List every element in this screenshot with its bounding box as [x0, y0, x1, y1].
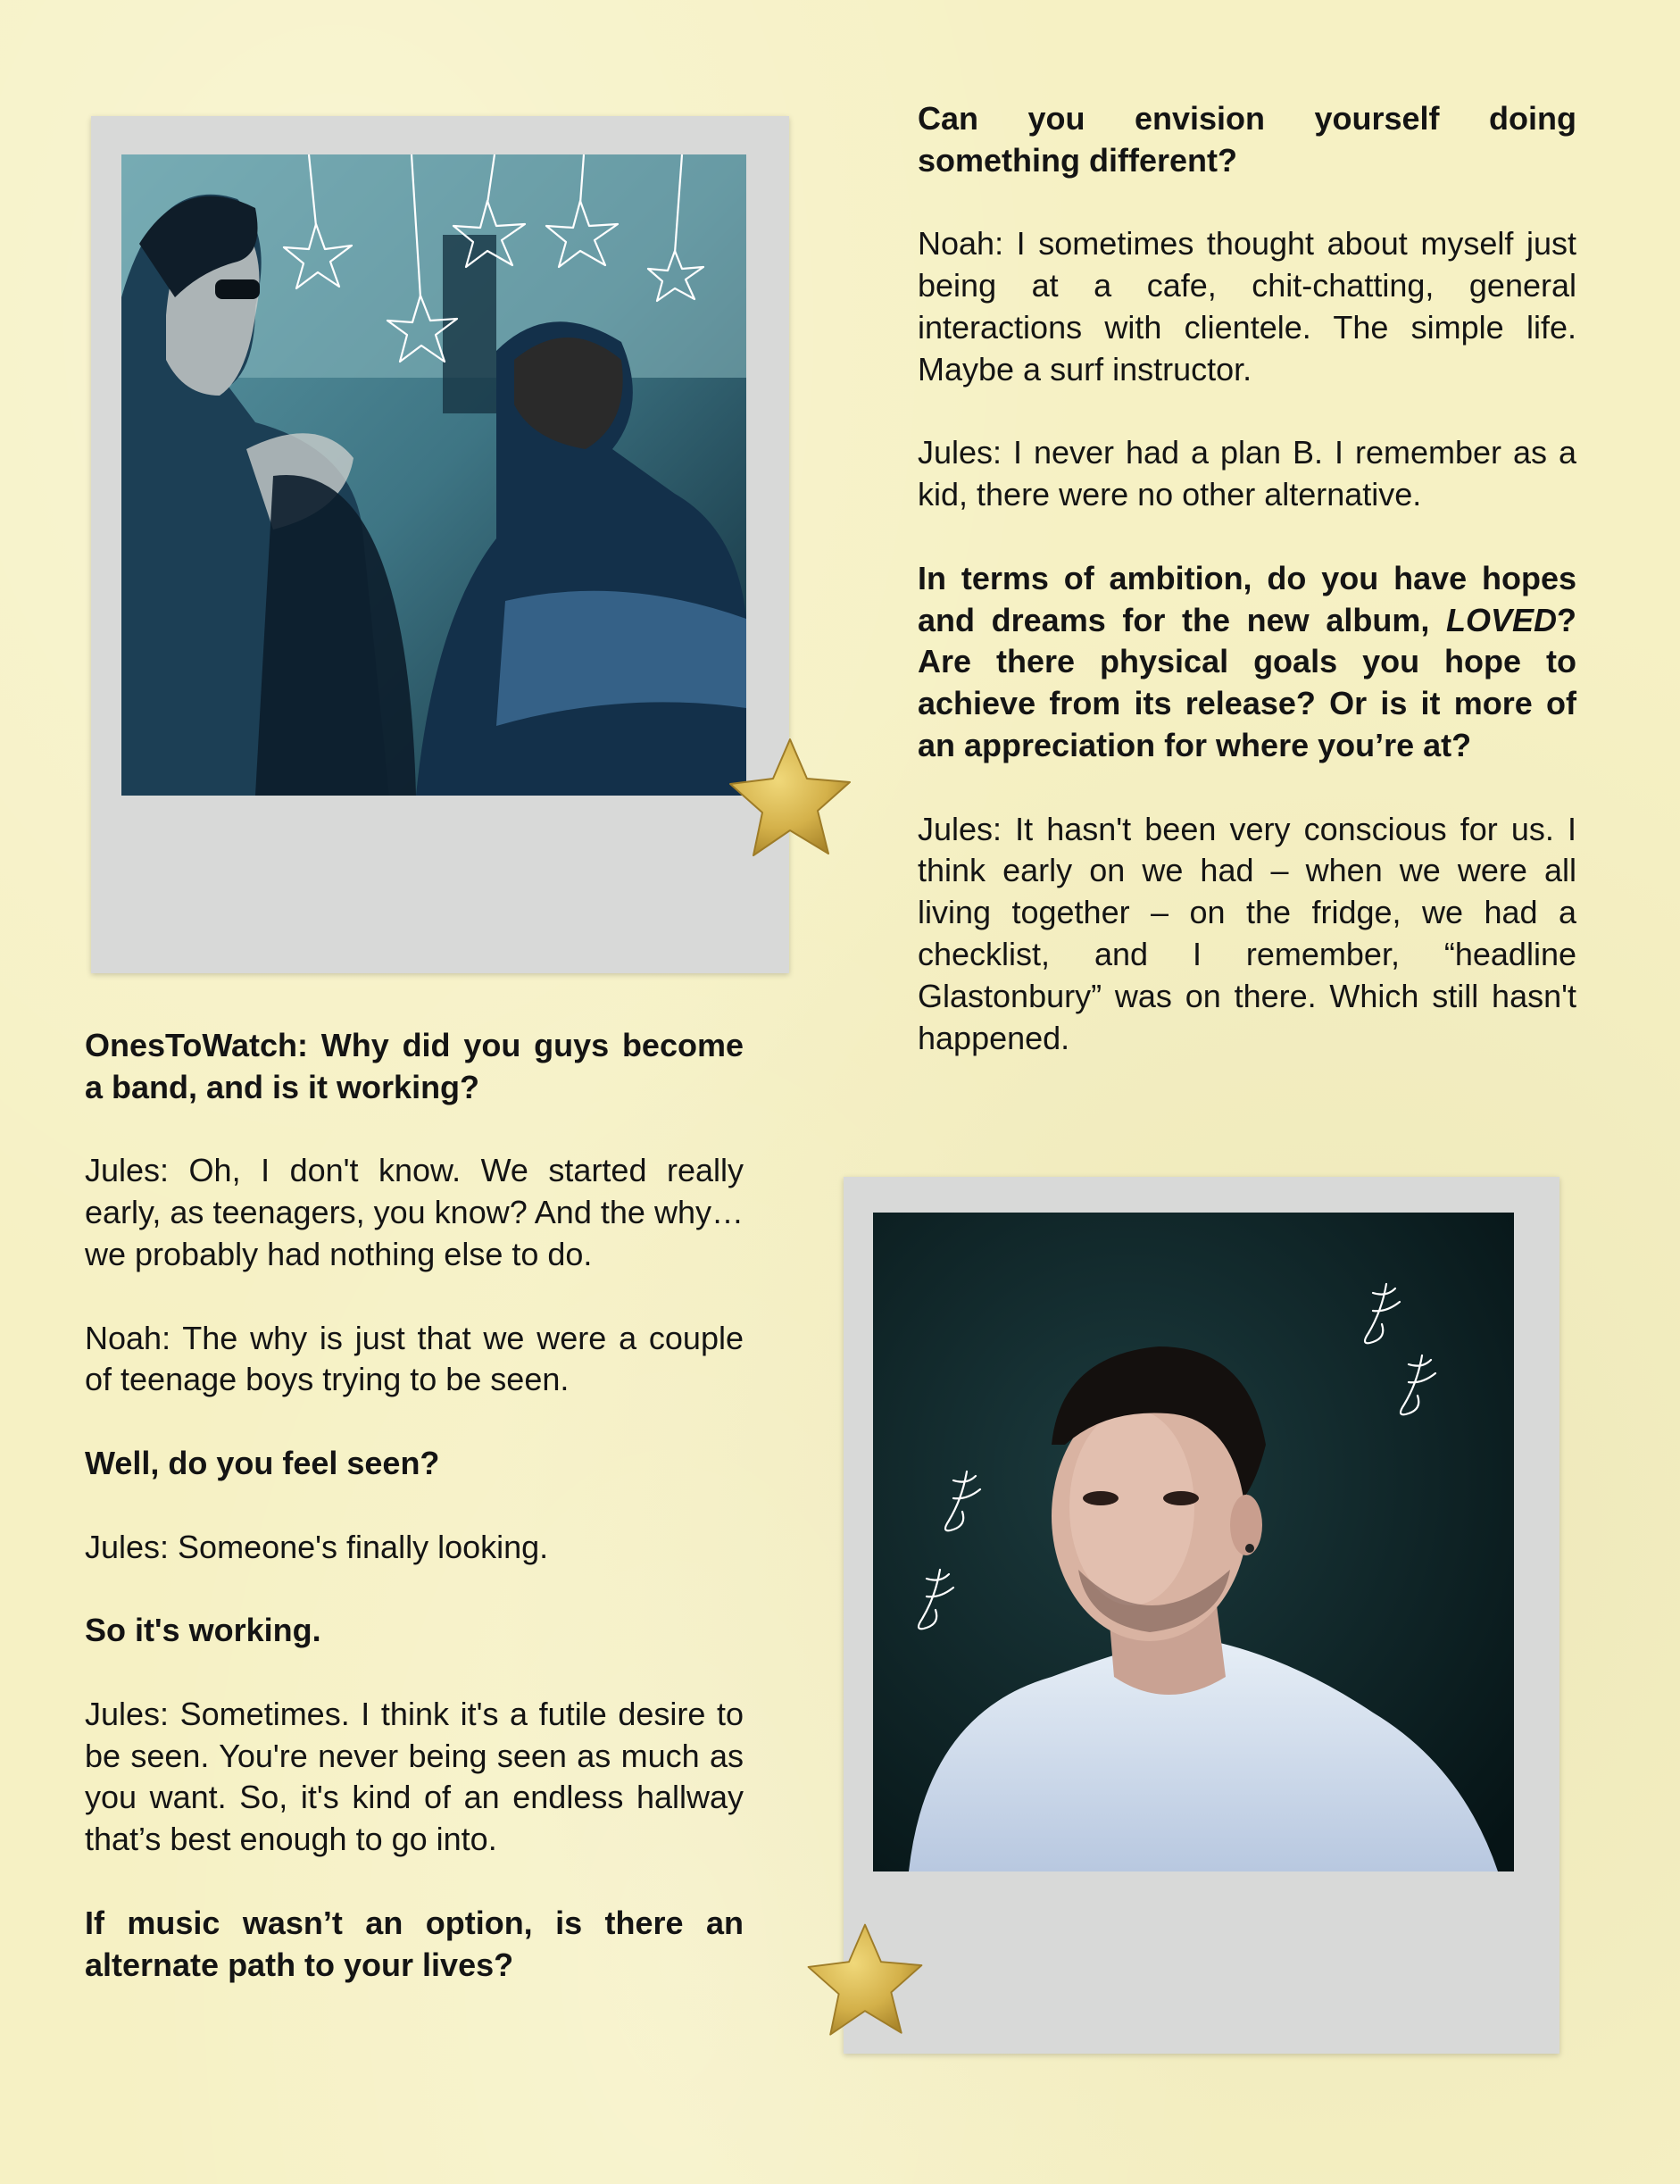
- gold-star-sticker-icon: [802, 1918, 928, 2045]
- left-column-text: [85, 1025, 744, 1986]
- answer-noah-seen: Noah: The why is just that we were a couple of teenage boys trying to be seen.: [85, 1319, 744, 1398]
- answer-jules-checklist: Jules: It hasn't been very conscious for us. I think early on we had – when we were all living together – on the fridge, we had a checklist, and I remember, “headline Glastonbury” was on there. Which still hasn't happened.: [918, 810, 1576, 1056]
- photo-portrait: [873, 1213, 1514, 1871]
- album-title: LOVED: [1445, 601, 1557, 638]
- question-working: So it's working.: [85, 1612, 321, 1649]
- question-envision: Can you envision yourself doing something different?: [918, 100, 1576, 179]
- question-why-band: OnesToWatch: Why did you guys become a band, and is it working?: [85, 1027, 744, 1105]
- gold-star-sticker-icon: [723, 732, 857, 866]
- question-feel-seen: Well, do you feel seen?: [85, 1444, 440, 1481]
- answer-jules-looking: Jules: Someone's finally looking.: [85, 1528, 549, 1565]
- question-ambition: [918, 558, 1576, 767]
- answer-noah-cafe: Noah: I sometimes thought about myself just being at a cafe, chit-chatting, general interactions with clientele. The simple life. Maybe a surf instructor.: [918, 225, 1576, 388]
- question-alternate-path: If music wasn’t an option, is there an alternate path to your lives?: [85, 1904, 744, 1983]
- right-column-text: [918, 98, 1576, 1059]
- answer-jules-teenagers: Jules: Oh, I don't know. We started really early, as teenagers, you know? And the why… we probably had nothing else to do.: [85, 1152, 744, 1272]
- photo-band-members: [121, 154, 746, 796]
- answer-jules-hallway: Jules: Sometimes. I think it's a futile desire to be seen. You're never being seen as much as you want. So, it's kind of an endless hallway that’s best enough to go into.: [85, 1695, 744, 1858]
- answer-jules-plan-b: Jules: I never had a plan B. I remember as a kid, there were no other alternative.: [918, 434, 1576, 513]
- polaroid-bottom-right: [844, 1177, 1559, 2054]
- question-ambition-part1: In terms of ambition, do you have hopes and dreams for the new album,: [918, 559, 1576, 638]
- hanging-star-doodle-icon: [121, 154, 746, 422]
- sparkle-doodle-icon: [873, 1213, 1514, 1871]
- polaroid-top-left: [91, 116, 789, 973]
- question-ambition-part2: ? Are there physical goals you hope to achieve from its release? Or is it more of an appreciation for where you’re at?: [918, 601, 1576, 763]
